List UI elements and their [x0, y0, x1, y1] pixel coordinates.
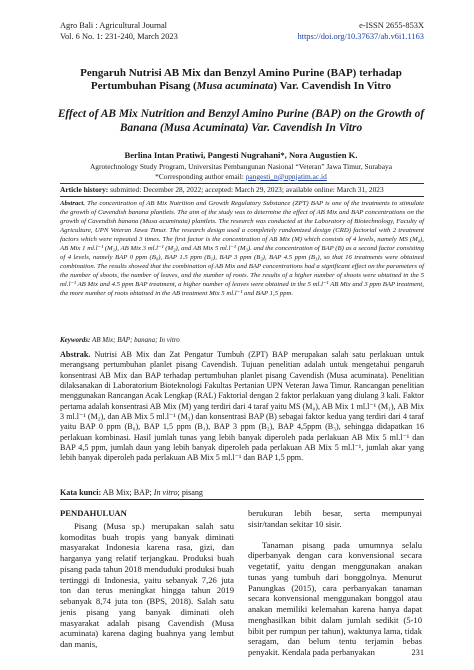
- paragraph: Pisang (Musa sp.) merupakan salah satu komoditas buah tropis yang banyak diminati masyarakat Indonesia karena rasa, gizi, dan harganya yang relatif terjangkau. Produksi buah pisang pada tahun 2018 menduduki produksi buah tertinggi di Indonesia, yaitu sebanyak 7,26 juta ton dan terus meningkat hingga tahun 2019 sebanyak 8,74 juta ton (BPS, 2018). Salah satu jenis pisang yang banyak diminati oleh masyarakat adalah pisang Cavendish (Musa acuminata) karena daging buahnya yang lembut dan manis,: [60, 520, 234, 649]
- title-id-line-2: [52, 80, 430, 93]
- keywords-indonesian: [60, 488, 203, 497]
- affiliation-block: [52, 162, 430, 181]
- history-divider: [60, 196, 424, 197]
- history-dates: submitted: December 28, 2022; accepted: March 29, 2023; available online: March 31, 2023: [108, 185, 384, 194]
- corresponding-author: [52, 172, 430, 182]
- title-id-part: Pertumbuhan Pisang (: [90, 80, 197, 92]
- keywords-en-label: Keywords:: [60, 336, 91, 344]
- title-english: [52, 107, 430, 135]
- corresponding-email-link[interactable]: pangesti_n@upnjatim.ac.id: [245, 171, 327, 181]
- paragraph-continued: berukuran lebih besar, serta mempunyai sisir/tandan sekitar 10 sisir.: [248, 508, 422, 529]
- abstrak-text: Nutrisi AB Mix dan Zat Pengatur Tumbuh (ZPT) BAP merupakan salah satu perlakuan untuk merangsang pertumbuhan planlet pisang Cavendish. Tujuan penelitian adalah untuk mengetahui pengaruh konsentrasi AB Mix dan BAP terhadap pertumbuhan planlet pisang Cavendish (Musa acuminata). Penelitian dilaksanakan di Laboratorium Bioteknologi Fakultas Pertanian UPN Veteran Jawa Timur. Rancangan penelitian menggunakan Rancangan Acak Lengkap (RAL) Faktorial dengan 2 faktor perlakuan yang diulang 3 kali. Faktor pertama adalah konsentrasi AB Mix (M) yang terdiri dari 4 taraf yaitu MS (M₀), AB Mix 1 ml.l⁻¹ (M₁), AB Mix 3 ml.l⁻¹ (M₂), dan AB Mix 5 ml.l⁻¹ (M₃) dan konsentrasi BAP (B) sebagai faktor kedua yang terdiri dari 4 taraf yaitu BAP 0 ppm (B₀), BAP 1,5 ppm (B₁), BAP 3 ppm (B₂), BAP 4,5ppm (B₃), sehingga didapatkan 16 perlakuan kombinasi. Hasil jumlah tunas yang lebih banyak diperoleh pada perlakuan AB Mix 5 ml.l⁻¹ dan BAP 4,5 ppm, jumlah daun yang lebih banyak diperoleh pada perlakuan AB Mix 5 ml.l⁻¹, jumlah akar yang lebih banyak diperoleh pada perlakuan AB Mix 5 ml.l⁻¹ dan BAP 1,5 ppm.: [60, 350, 424, 463]
- abstract-english: [60, 199, 424, 299]
- title-id-species: Musa acuminata: [196, 80, 274, 92]
- journal-name: Agro Bali : Agricultural Journal: [60, 21, 167, 30]
- author-list: Berlina Intan Pratiwi, Pangesti Nugrahani*, Nora Augustien K.: [124, 150, 358, 160]
- abstract-en-text: The concentration of AB Mix Nutrition and Growth Regulatory Substance (ZPT) BAP is one of the treatments to stimulate the growth of Cavendish banana plantlets. The aim of the study was to determine the effect of AB Mix and BAP concentrations on the growth of Cavendish banana (Musa acuminata) plantlets. The research was conducted at the Laboratory of Biotechnology, Faculty of Agriculture, UPN Veteran Jawa Timur. The research design used a completely randomized design (CRD) factorial with 2 treatment factors which were repeated 3 times. The first factor is the concentration of AB Mix (M) which consists of 4 levels, namely MS (M₀), AB Mix 1 ml.l⁻¹ (M₁), AB Mix 3 ml.l⁻¹ (M₂), and AB Mix 5 ml.l⁻¹ (M₃). and the concentration of BAP (B) as a second factor consisting of 4 levels, namely BAP 0 ppm (B₀), BAP 1.5 ppm (B₁), BAP 3 ppm (B₂), BAP 4.5 ppm (B₃), so that 16 treatments were obtained combination. The results showed that the combination of AB Mix and BAP concentrations had a significant effect on the parameters of the number of shoots, the number of leaves, and the number of roots. The results of a higher number of shoots were obtained in the 5 ml.l⁻¹ AB Mix and 4.5 ppm BAP treatment, a higher number of leaves were obtained in the 5 ml.l⁻¹ AB Mix and 3 ppm BAP treatment, the more number of roots obtained in the AB treatment Mix 5 ml.l⁻¹ and BAP 1,5 ppm.: [60, 200, 424, 298]
- body-left-column: [60, 508, 234, 650]
- title-id-line-1: Pengaruh Nutrisi AB Mix dan Benzyl Amino Purine (BAP) terhadap: [80, 67, 402, 79]
- body-right-column: [248, 508, 422, 658]
- doi-link[interactable]: https://doi.org/10.37637/ab.v6i1.1163: [297, 32, 424, 41]
- abstract-en-label: Abstract.: [60, 200, 85, 207]
- abstrak-label: Abstrak.: [60, 350, 91, 359]
- volume-info: Vol. 6 No. 1: 231-240, March 2023: [60, 32, 178, 41]
- keywords-english: [60, 336, 180, 344]
- article-history: [60, 185, 424, 194]
- abstract-indonesian: [60, 350, 424, 464]
- kata-kunci-text: AB Mix; BAP;: [101, 488, 154, 497]
- title-en-line-2: Banana (Musa Acuminata) Var. Cavendish In Vitro: [119, 122, 363, 134]
- paragraph: Tanaman pisang pada umumnya selalu diperbanyak dengan cara konvensional secara vegetatif, yaitu dengan menggunakan anakan tunas yang tumbuh dari bonggolnya. Menurut Panungkas (2015), cara perbanyakan tanaman secara konvensional menggunakan bonggol atau anakan memiliki kelemahan karena hanya dapat menghasilkan bibit dalam jumlah sedikit (5-10 bibit per rumpun per tahun), waktunya lama, tidak seragam, dan belum tentu terjamin bebas penyakit. Kendala pada perbanyakan: [248, 539, 422, 657]
- kata-kunci-label: Kata kunci:: [60, 488, 102, 497]
- history-label: Article history:: [60, 185, 109, 194]
- top-divider: [60, 183, 424, 184]
- section-heading: PENDAHULUAN: [60, 508, 127, 518]
- keywords-en-text: AB Mix; BAP; banana; In vitro: [90, 336, 180, 344]
- title-indonesian: [52, 67, 430, 93]
- eissn: e-ISSN 2655-853X: [359, 21, 424, 30]
- kata-kunci-end: ; pisang: [177, 488, 203, 497]
- title-id-end: ) Var. Cavendish In Vitro: [273, 80, 392, 92]
- title-en-line-1: Effect of AB Mix Nutrition and Benzyl Amino Purine (BAP) on the Growth of: [57, 108, 425, 120]
- kata-kunci-italic: In vitro: [153, 488, 178, 497]
- abstract-divider: [60, 499, 424, 500]
- page-number: 231: [411, 648, 424, 657]
- corresponding-label: *Corresponding author email:: [155, 171, 246, 181]
- affiliation: Agrotechnology Study Program, Universitas Pembangunan Nasional “Veteran” Jawa Timur, Surabaya: [89, 162, 393, 171]
